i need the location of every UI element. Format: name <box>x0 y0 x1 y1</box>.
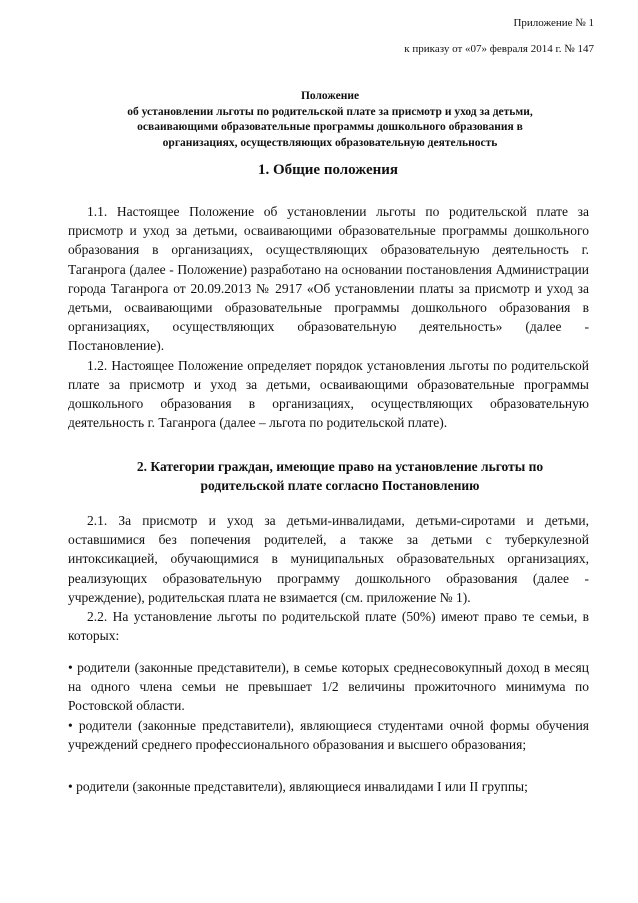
section-1-heading: 1. Общие положения <box>257 162 399 178</box>
paragraph-1-2: 1.2. Настоящее Положение определяет порядок установления льготы по родительской плате за присмотр и уход за детьми, осваивающими образовательные программы дошкольного образования в организациях, осуществляющих образовательную деятельность г. Таганрога (далее – льгота по родительской плате). <box>68 357 589 431</box>
section-2-heading-line-1: 2. Категории граждан, имеющие право на установление льготы по <box>136 459 544 474</box>
title-line-1: Положение <box>300 90 360 102</box>
title-line-2: об установлении льготы по родительской плате за присмотр и уход за детьми, <box>127 105 533 118</box>
order-reference: к приказу от «07» февраля 2014 г. № 147 <box>404 43 594 55</box>
bullet-item-disabled: • родители (законные представители), являющиеся инвалидами I или II группы; <box>68 779 528 794</box>
title-line-4: организациях, осуществляющих образовательную деятельность <box>162 136 498 149</box>
paragraph-2-1: 2.1. За присмотр и уход за детьми-инвалидами, детьми-сиротами и детьми, оставшимися без попечения родителей, а также за детьми с туберкулезной интоксикацией, обучающимися в муниципальных образовательных организациях, реализующих образовательную программу дошкольного образования (далее - учреждение), родительская плата не взимается (см. приложение № 1). <box>68 513 589 605</box>
section-2-heading-line-2: родительской плате согласно Постановлению <box>200 478 480 493</box>
bullet-item-students: • родители (законные представители), являющиеся студентами очной формы обучения учреждений среднего профессионального образования и высшего образования; <box>68 718 589 753</box>
document-title <box>70 89 590 151</box>
paragraph-1-1: 1.1. Настоящее Положение об установлении льготы по родительской плате за присмотр и уход за детьми, осваивающими образовательные программы дошкольного образования в организациях, осуществляющих образовательную деятельность г. Таганрога (далее - Положение) разработано на основании постановления Администрации города Таганрога от 20.09.2013 № 2917 «Об установлении платы за присмотр и уход за детьми, осваивающими образовательные программы дошкольного образования в организациях, осуществляющих образовательную деятельность» (далее - Постановление). <box>68 204 589 354</box>
appendix-label: Приложение № 1 <box>513 17 594 29</box>
paragraph-2-2: 2.2. На установление льготы по родительской плате (50%) имеют право те семьи, в которых: <box>68 609 589 644</box>
section-1-body <box>68 202 589 432</box>
section-2-heading <box>90 457 590 495</box>
bullet-item-income: • родители (законные представители), в семье которых среднесовокупный доход в месяц на одного члена семьи не превышает 1/2 величины прожиточного минимума по Ростовской области. <box>68 660 589 714</box>
title-line-3: осваивающими образовательные программы дошкольного образования в <box>137 121 523 133</box>
section-2-body <box>68 511 589 645</box>
